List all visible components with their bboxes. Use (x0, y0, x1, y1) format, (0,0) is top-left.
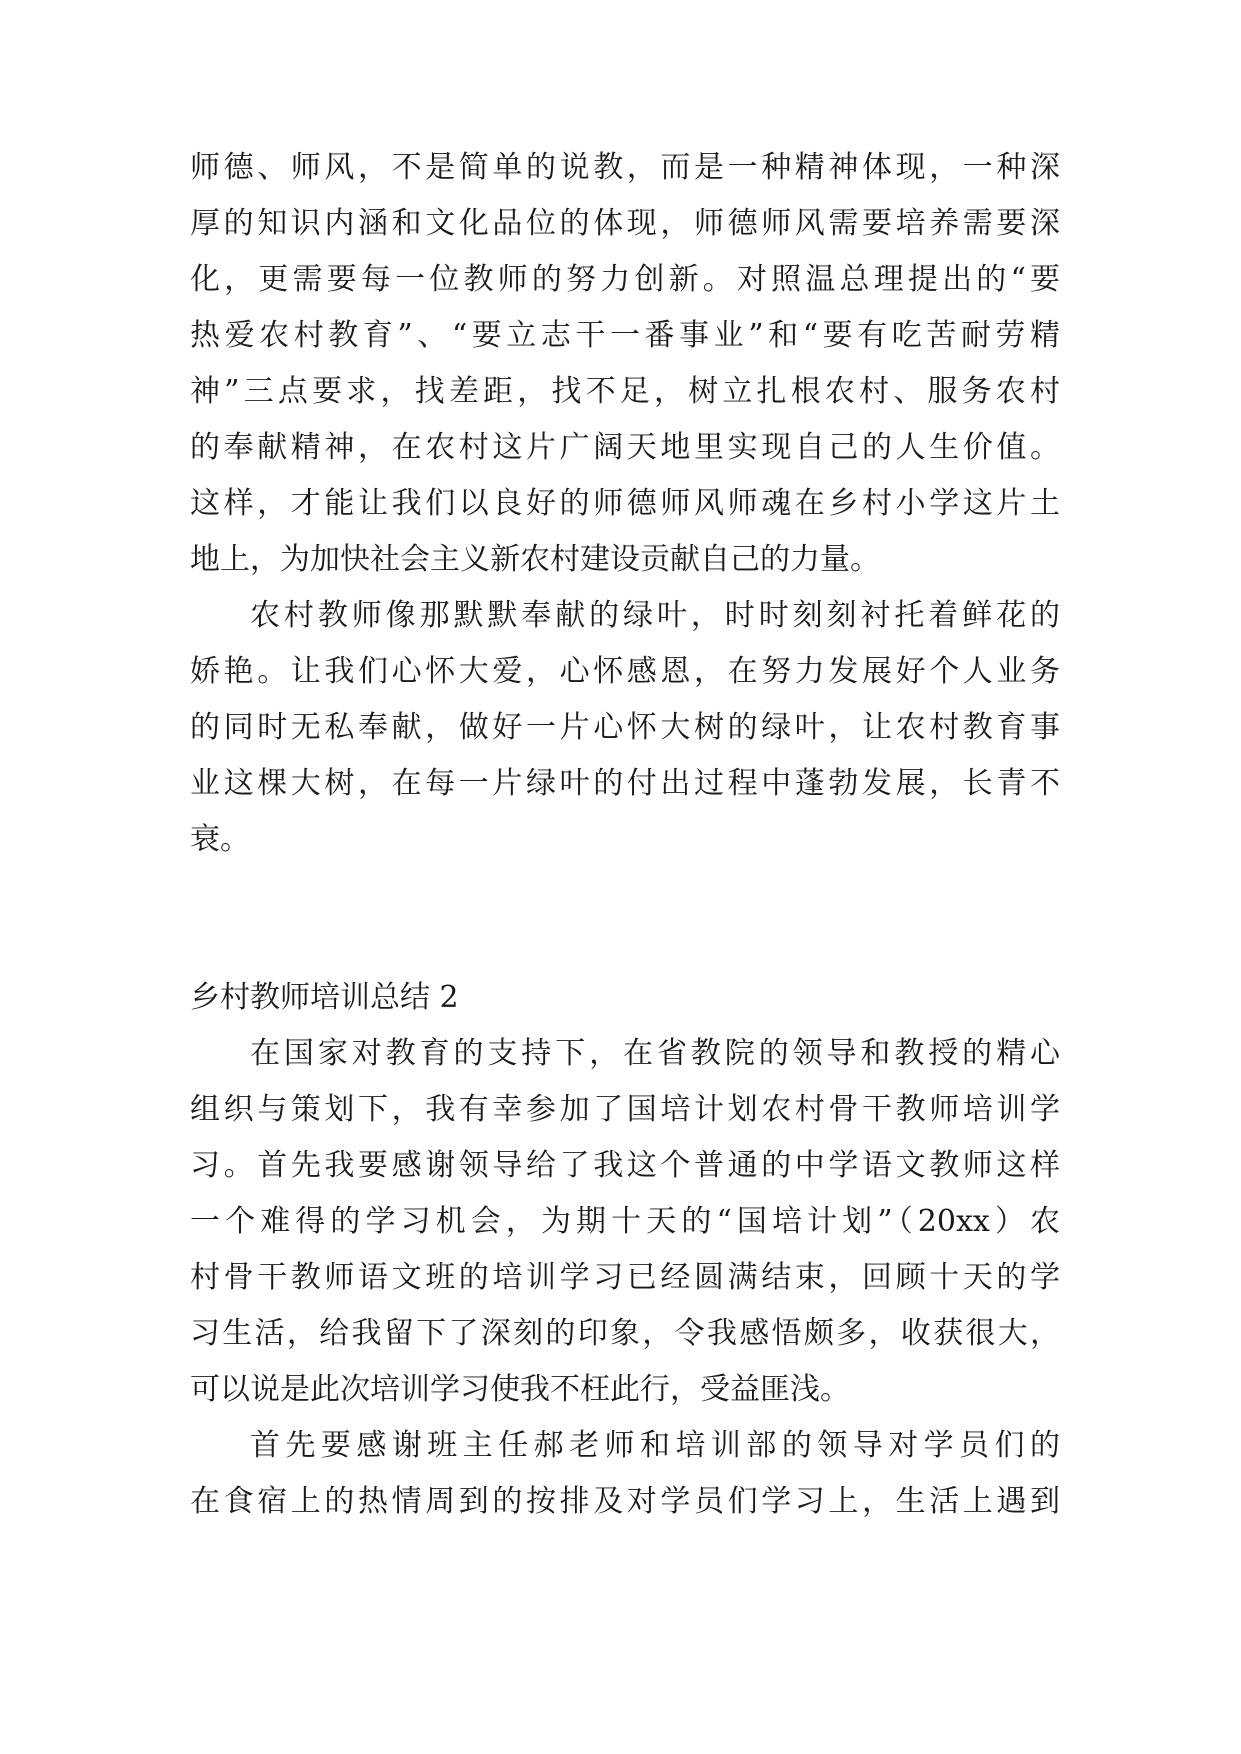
paragraph-line: 师德、师风，不是简单的说教，而是一种精神体现，一种深 (190, 150, 1060, 185)
paragraph-2 (190, 588, 1060, 868)
bottom-text-block (190, 1026, 1060, 1530)
paragraph-line: 首先要感谢班主任郝老师和培训部的领导对学员们的 (250, 1428, 1060, 1463)
paragraph-line: 业这棵大树，在每一片绿叶的付出过程中蓬勃发展，长青不 (190, 766, 1060, 801)
paragraph-line: 娇艳。让我们心怀大爱，心怀感恩，在努力发展好个人业务 (190, 654, 1060, 689)
paragraph-line: 可以说是此次培训学习使我不枉此行，受益匪浅。 (190, 1372, 850, 1407)
paragraph-4 (190, 1418, 1060, 1530)
paragraph-line: 在国家对教育的支持下，在省教院的领导和教授的精心 (250, 1036, 1060, 1071)
paragraph-line: 热爱农村教育”、“要立志干一番事业”和“要有吃苦耐劳精 (190, 318, 1060, 353)
section-heading: 乡村教师培训总结 2 (190, 980, 459, 1015)
paragraph-line: 衰。 (190, 822, 250, 857)
paragraph-line: 的奉献精神，在农村这片广阔天地里实现自己的人生价值。 (190, 430, 1060, 465)
paragraph-line: 习生活，给我留下了深刻的印象，令我感悟颇多，收获很大， (190, 1316, 1060, 1351)
paragraph-line: 组织与策划下，我有幸参加了国培计划农村骨干教师培训学 (190, 1092, 1060, 1127)
paragraph-line: 农村教师像那默默奉献的绿叶，时时刻刻衬托着鲜花的 (250, 598, 1060, 633)
paragraph-1 (190, 140, 1060, 588)
top-text-block (190, 140, 1060, 868)
paragraph-line: 地上，为加快社会主义新农村建设贡献自己的力量。 (190, 542, 880, 577)
paragraph-line: 村骨干教师语文班的培训学习已经圆满结束，回顾十天的学 (190, 1260, 1060, 1295)
paragraph-line: 厚的知识内涵和文化品位的体现，师德师风需要培养需要深 (190, 206, 1060, 241)
paragraph-3 (190, 1026, 1060, 1418)
paragraph-line: 这样，才能让我们以良好的师德师风师魂在乡村小学这片土 (190, 486, 1060, 521)
paragraph-line: 一个难得的学习机会，为期十天的“国培计划”（20xx）农 (190, 1204, 1060, 1239)
paragraph-line: 在食宿上的热情周到的按排及对学员们学习上，生活上遇到 (190, 1484, 1060, 1519)
paragraph-line: 神”三点要求，找差距，找不足，树立扎根农村、服务农村 (190, 374, 1060, 409)
paragraph-line: 习。首先我要感谢领导给了我这个普通的中学语文教师这样 (190, 1148, 1060, 1183)
paragraph-line: 的同时无私奉献，做好一片心怀大树的绿叶，让农村教育事 (190, 710, 1060, 745)
paragraph-line: 化，更需要每一位教师的努力创新。对照温总理提出的“要 (190, 262, 1060, 297)
